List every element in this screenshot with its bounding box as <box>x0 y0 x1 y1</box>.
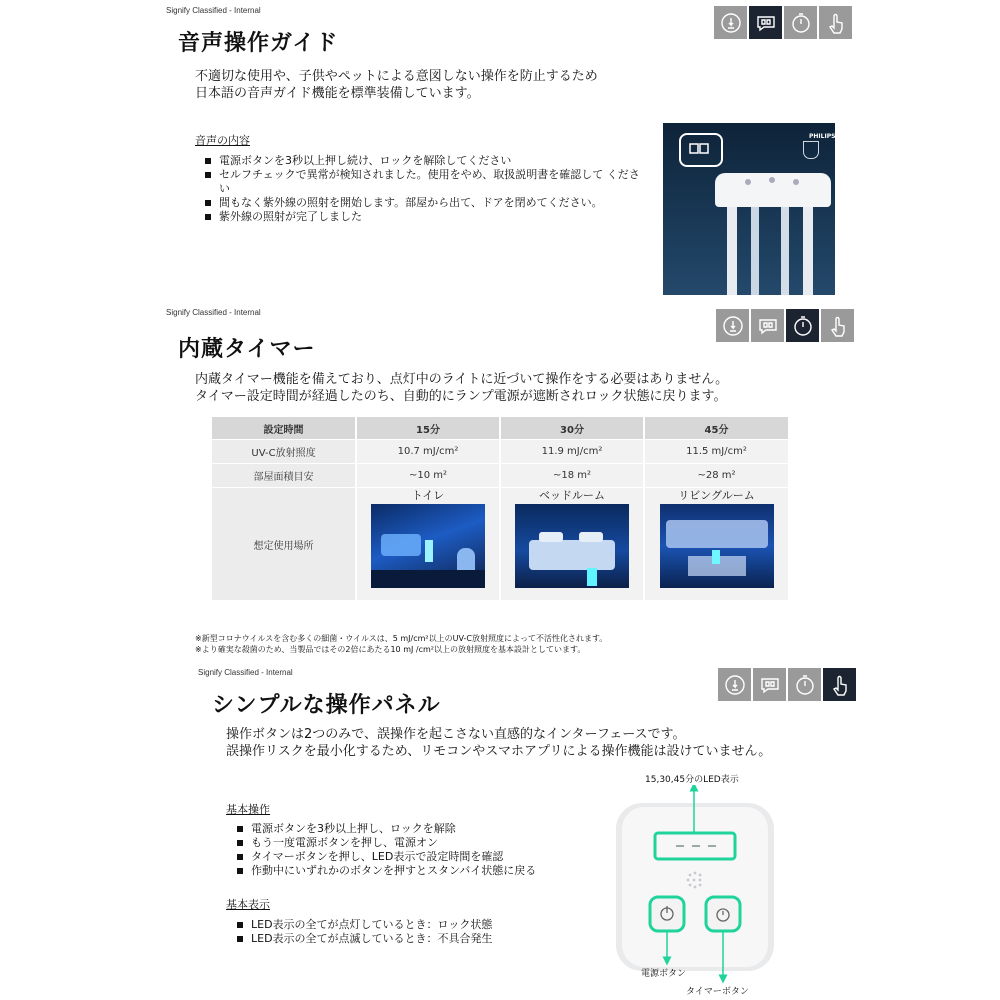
bedroom-photo <box>515 504 629 588</box>
table-cell: 11.9 mJ/cm² <box>500 440 644 464</box>
table-row <box>212 488 788 601</box>
section3-intro <box>226 726 806 760</box>
timer-button-callout: タイマーボタン <box>686 987 749 997</box>
table-row <box>212 440 788 464</box>
feature-icon-bar <box>714 6 852 39</box>
lamp-top <box>715 173 831 207</box>
voice-guide-icon <box>679 133 723 167</box>
place-label: トイレ <box>411 489 445 502</box>
philips-logo: PHILIPS <box>809 133 835 140</box>
product-photo-voice <box>663 123 835 295</box>
usage-cell-living <box>644 488 788 601</box>
section2-intro <box>195 371 785 405</box>
voice-content-list <box>203 154 643 224</box>
intro-line: 誤操作リスクを最小化するため、リモコンやスマホアプリによる操作機能は設けていません。 <box>226 744 772 759</box>
table-cell: ~10 m² <box>356 464 500 488</box>
toilet-photo <box>371 504 485 588</box>
footnote: ※より確実な殺菌のため、当製品ではその2倍にあたる10 mJ /cm²以上の放射照度を基本設計としています。 <box>195 645 586 654</box>
list-item: 電源ボタンを3秒以上押し続け、ロックを解除してください <box>203 154 643 168</box>
table-cell: UV-C放射照度 <box>212 440 356 464</box>
table-row <box>212 464 788 488</box>
list-item: 間もなく紫外線の照射を開始します。部屋から出て、ドアを閉めてください。 <box>203 196 643 210</box>
timer-icon <box>788 668 821 701</box>
voice-content-heading: 音声の内容 <box>195 134 250 147</box>
place-label: リビングルーム <box>678 489 755 502</box>
intro-line: タイマー設定時間が経過したのち、自動的にランプ電源が遮断されロック状態に戻ります。 <box>195 389 727 404</box>
table-cell: 11.5 mJ/cm² <box>644 440 788 464</box>
voice-guide-icon <box>753 668 786 701</box>
table-cell: ~18 m² <box>500 464 644 488</box>
list-item: 電源ボタンを3秒以上押し、ロックを解除 <box>235 822 585 836</box>
power-button-callout: 電源ボタン <box>641 969 687 979</box>
table-header: 45分 <box>644 417 788 440</box>
table-cell: ~28 m² <box>644 464 788 488</box>
feature-icon-bar <box>718 668 856 701</box>
feature-icon-bar <box>716 309 854 342</box>
table-cell: 想定使用場所 <box>212 488 356 601</box>
intro-line: 不適切な使用や、子供やペットによる意図しない操作を防止するため <box>195 69 598 84</box>
intro-line: 内蔵タイマー機能を備えており、点灯中のライトに近づいて操作をする必要はありません。 <box>195 372 729 387</box>
list-item: LED表示の全てが点灯しているとき：ロック状態 <box>235 918 585 932</box>
classification-label: Signify Classified - Internal <box>198 668 293 677</box>
footnotes <box>195 633 815 655</box>
list-item: タイマーボタンを押し、LED表示で設定時間を確認 <box>235 850 585 864</box>
usage-cell-toilet <box>356 488 500 601</box>
intro-line: 操作ボタンは2つのみで、誤操作を起こさない直感的なインターフェースです。 <box>226 727 686 742</box>
place-label: ベッドルーム <box>539 489 605 502</box>
list-item: 紫外線の照射が完了しました <box>203 210 643 224</box>
section2-title: 内蔵タイマー <box>178 337 316 362</box>
footnote: ※新型コロナウイルスを含む多くの細菌・ウイルスは、5 mJ/cm²以上のUV-C放射照度によって不活性化されます。 <box>195 634 608 643</box>
philips-shield-icon <box>803 141 819 159</box>
table-header: 設定時間 <box>212 417 356 440</box>
basic-ops-heading: 基本操作 <box>226 803 270 816</box>
list-item: もう一度電源ボタンを押し、電源オン <box>235 836 585 850</box>
basic-display-heading: 基本表示 <box>226 898 270 911</box>
touch-free-icon <box>718 668 751 701</box>
touch-free-icon <box>716 309 749 342</box>
basic-display-list <box>235 918 585 946</box>
control-panel-illustration <box>600 785 800 1000</box>
section3-title: シンプルな操作パネル <box>212 693 441 718</box>
voice-guide-icon <box>749 6 782 39</box>
voice-guide-icon <box>751 309 784 342</box>
usage-cell-bedroom <box>500 488 644 601</box>
touch-button-icon <box>823 668 856 701</box>
timer-table <box>212 417 788 600</box>
timer-icon <box>786 309 819 342</box>
led-callout-label: 15,30,45分のLED表示 <box>645 775 739 785</box>
section1-title: 音声操作ガイド <box>178 31 339 56</box>
section1-intro <box>195 68 715 102</box>
intro-line: 日本語の音声ガイド機能を標準装備しています。 <box>195 86 480 101</box>
table-cell: 部屋面積目安 <box>212 464 356 488</box>
classification-label: Signify Classified - Internal <box>166 6 261 15</box>
list-item: 作動中にいずれかのボタンを押すとスタンバイ状態に戻る <box>235 864 585 878</box>
table-cell: 10.7 mJ/cm² <box>356 440 500 464</box>
touch-button-icon <box>821 309 854 342</box>
basic-ops-list <box>235 822 585 878</box>
touch-free-icon <box>714 6 747 39</box>
timer-icon <box>784 6 817 39</box>
touch-button-icon <box>819 6 852 39</box>
table-header: 30分 <box>500 417 644 440</box>
list-item: セルフチェックで異常が検知されました。使用をやめ、取扱説明書を確認して ください <box>203 168 643 196</box>
classification-label: Signify Classified - Internal <box>166 308 261 317</box>
list-item: LED表示の全てが点滅しているとき：不具合発生 <box>235 932 585 946</box>
table-header: 15分 <box>356 417 500 440</box>
living-room-photo <box>660 504 774 588</box>
